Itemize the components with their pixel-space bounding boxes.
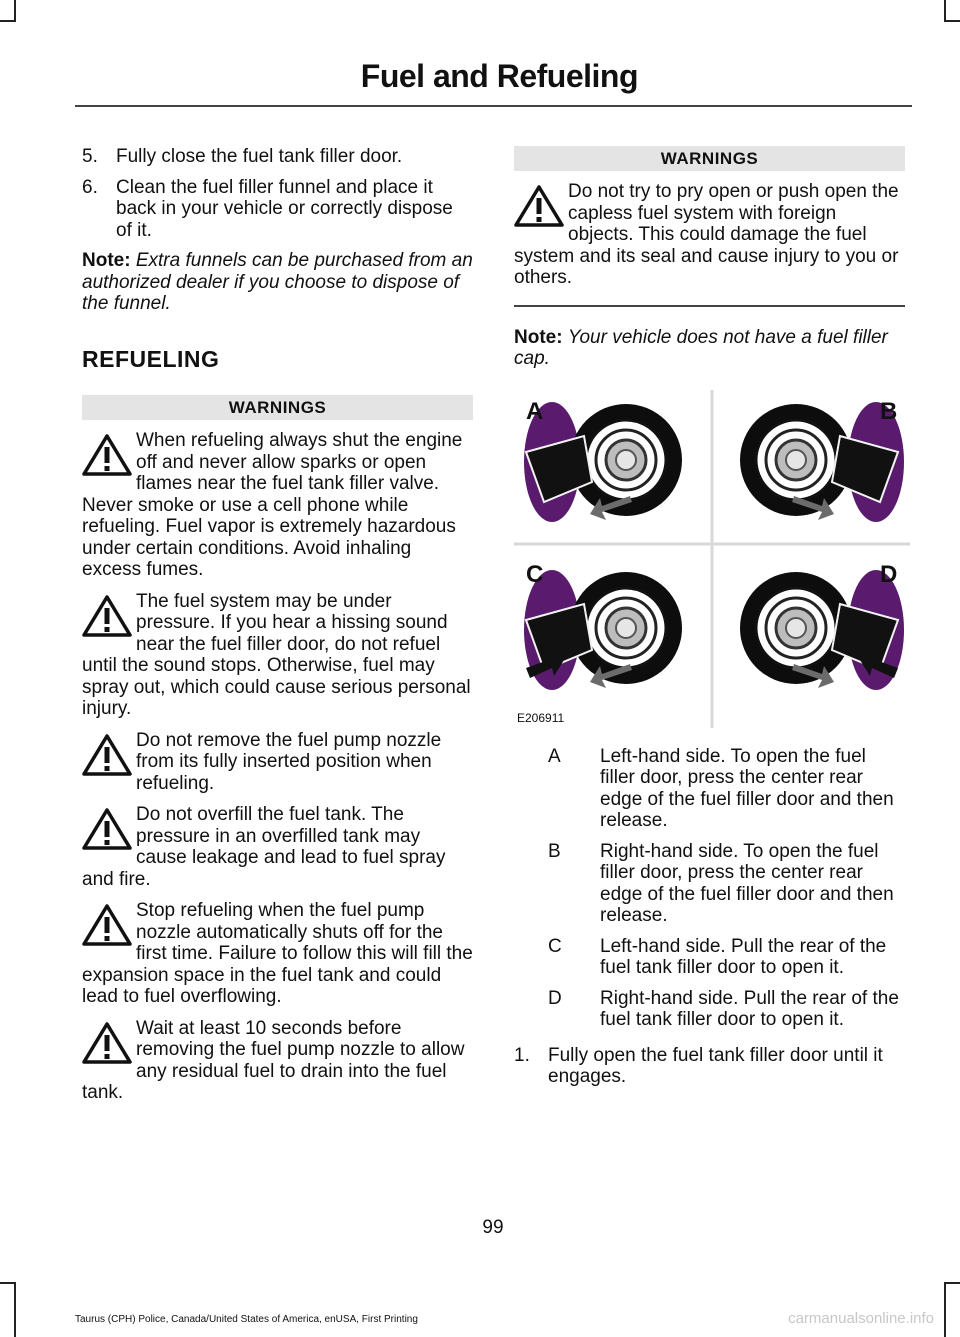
step-number: 5. [82,146,98,167]
note-text: Extra funnels can be purchased from an authorized dealer if you choose to dispose of the funnel. [82,250,473,314]
warning-triangle-icon [82,808,132,850]
legend-row [514,988,905,1031]
crop-mark [14,0,16,22]
warning-triangle-icon [82,734,132,776]
left-column [82,146,473,1114]
legend-text: Right-hand side. Pull the rear of the fuel tank filler door to open it. [600,987,899,1030]
crop-mark [0,1282,16,1284]
panel-a [524,402,682,522]
legend-text: Right-hand side. To open the fuel filler door, press the center rear edge of the fuel filler door and then release. [600,840,894,926]
legend-text: Left-hand side. Pull the rear of the fuel tank filler door to open it. [600,935,887,978]
warnings-heading: WARNINGS [82,395,473,420]
legend-row [514,936,905,979]
crop-mark [944,20,960,22]
warning-triangle-icon [82,904,132,946]
figure-label-c: C [526,560,544,588]
warning-item [82,804,473,890]
warning-item [82,900,473,1008]
note-label: Note: [82,250,131,271]
warning-item [82,430,473,581]
page-title: Fuel and Refueling [360,58,638,94]
legend-key: A [548,745,561,767]
crop-mark [944,1282,960,1284]
step-number: 6. [82,176,98,198]
crop-mark [944,0,946,22]
panel-c [524,570,682,690]
note [514,327,905,370]
legend-key: C [548,935,562,957]
footer-text: Taurus (CPH) Police, Canada/United States of America, enUSA, First Printing [75,1314,418,1325]
legend-key: D [548,987,562,1009]
warning-triangle-icon [82,595,132,637]
step-text: Fully close the fuel tank filler door. [116,146,403,167]
panel-d [740,570,904,690]
legend-row [514,746,905,832]
warning-text: Do not overfill the fuel tank. The pressure in an overfilled tank may cause leakage and lead to fuel spray and fire. [82,804,446,890]
header-divider [75,105,912,107]
warning-text: When refueling always shut the engine off and never allow sparks or open flames near the fuel tank filler valve. Never smoke or use a cell phone while refueling. Fuel vapor is extremely hazardous under certain conditions. Avoid inhaling excess fumes. [82,430,463,580]
figure-label-d: D [880,560,898,588]
warning-item [82,730,473,795]
figure-id: E206911 [517,710,565,725]
legend-row [514,841,905,927]
step-text: Clean the fuel filler funnel and place it back in your vehicle or correctly dispose of it. [116,176,453,241]
figure-label-a: A [526,397,544,425]
crop-mark [14,1282,16,1337]
warnings-heading: WARNINGS [514,146,905,171]
fuel-door-illustration [514,390,910,728]
watermark: carmanualsonline.info [788,1310,934,1327]
warning-text: The fuel system may be under pressure. If you hear a hissing sound near the fuel filler door, do not refuel until the sound stops. Otherwise, fuel may spray out, which could cause serious personal injury. [82,590,471,719]
section-heading: REFUELING [82,345,220,372]
legend-key: B [548,840,561,862]
warning-triangle-icon [82,1022,132,1064]
warning-text: Do not remove the fuel pump nozzle from its fully inserted position when refueling. [136,729,442,794]
warning-triangle-icon [514,185,564,227]
warning-item [514,181,905,289]
note-text: Your vehicle does not have a fuel filler cap. [514,326,888,369]
warning-divider [514,305,905,307]
step-item [514,1045,905,1088]
note [82,250,473,315]
fuel-door-figure [514,390,910,728]
warning-triangle-icon [82,434,132,476]
warning-item [82,591,473,720]
warning-text: Wait at least 10 seconds before removing the fuel pump nozzle to allow any residual fuel to drain into the fuel tank. [82,1017,465,1103]
page-number: 99 [482,1217,504,1238]
step-number: 1. [514,1044,530,1066]
figure-label-b: B [880,397,898,425]
step-item [82,177,473,242]
right-column [514,146,905,1097]
step-text: Fully open the fuel tank filler door until it engages. [548,1044,883,1087]
warning-text: Do not try to pry open or push open the capless fuel system with foreign objects. This could damage the fuel system and its seal and cause injury to you or others. [514,181,899,288]
note-label: Note: [514,326,563,348]
step-item [82,146,473,168]
legend-text: Left-hand side. To open the fuel filler door, press the center rear edge of the fuel filler door and then release. [600,745,894,831]
crop-mark [0,20,16,22]
warning-item [82,1018,473,1104]
warning-text: Stop refueling when the fuel pump nozzle automatically shuts off for the first time. Failure to follow this will fill the expansion space in the fuel tank and could lead to fuel overflowing. [82,900,473,1007]
crop-mark [944,1282,946,1337]
